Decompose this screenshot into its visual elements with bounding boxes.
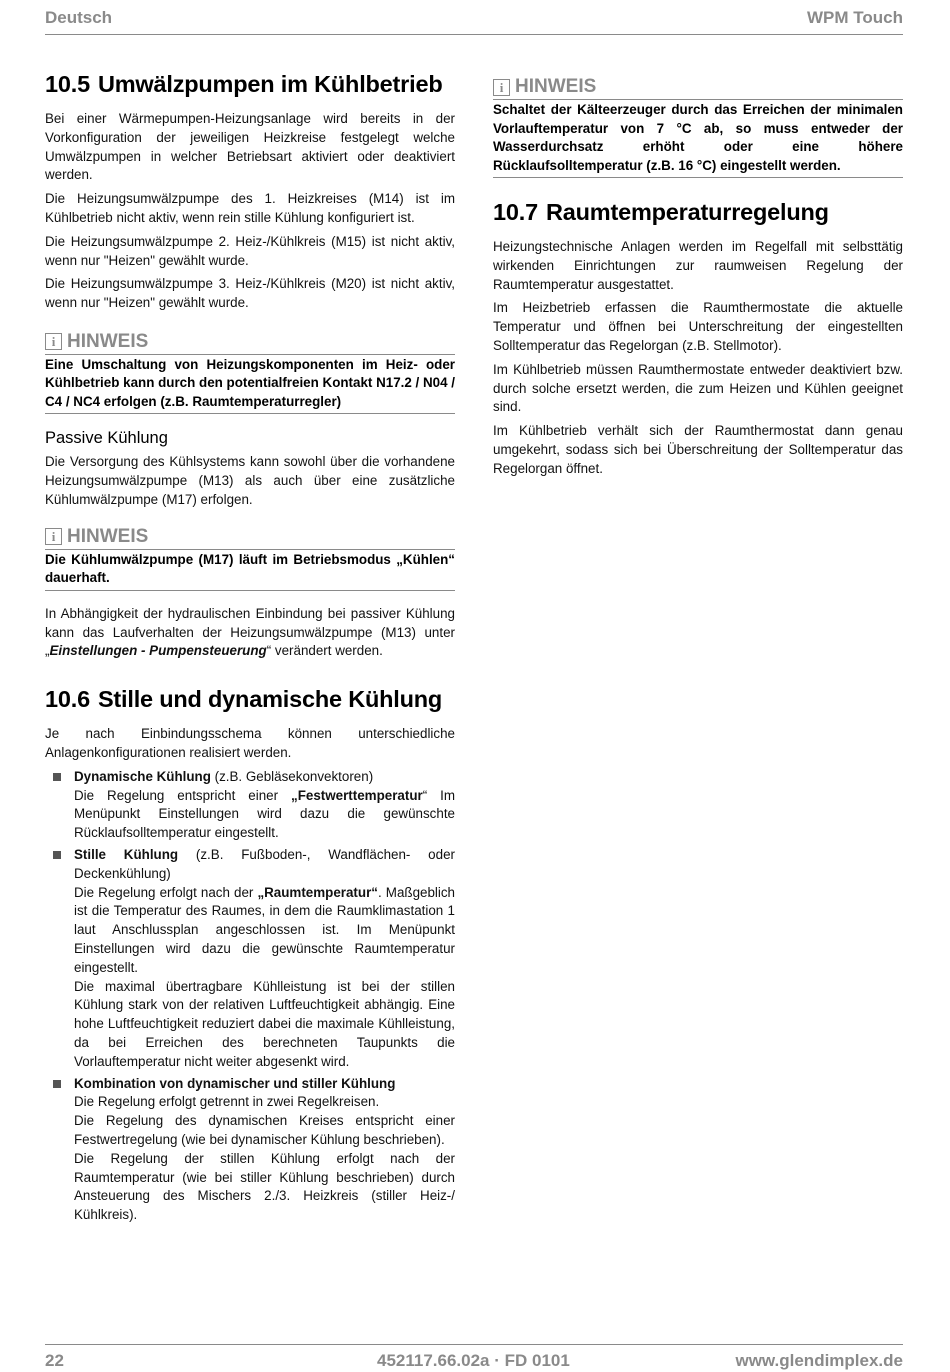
hint-title [45, 331, 455, 355]
square-bullet-icon [53, 851, 61, 859]
section-10-5-heading [45, 68, 455, 100]
text-run: „Festwerttemperatur [291, 787, 423, 803]
hint-box [45, 526, 455, 591]
paragraph: Im Kühlbetrieb verhält sich der Raumthermostat dann genau umgekehrt, sodass sich bei Überschreitung der Solltemperatur das Regelorgan öffnet. [493, 423, 903, 476]
list-item [45, 768, 455, 843]
section-title: Raumtemperaturregelung [545, 199, 829, 225]
text-run: „Raumtemperatur“ [257, 884, 378, 900]
list-item-text [74, 787, 455, 843]
page-footer [45, 1344, 903, 1372]
list-item-title: Dynamische Kühlung [74, 768, 211, 784]
list-item-text [74, 1112, 455, 1150]
text-run: Die Regelung entspricht einer [74, 787, 291, 803]
page-number: 22 [45, 1351, 64, 1370]
section-number: 10.6 [45, 686, 90, 713]
list-item-text [74, 884, 455, 978]
square-bullet-icon [53, 1080, 61, 1088]
paragraph: Bei einer Wärmepumpen-Heizungsanlage wird bereits in der Vorkonfiguration der jeweiligen Heizkreise festgelegt welche Umwälzpumpen in welcher Betriebsart aktiviert oder deaktiviert werden. [45, 111, 455, 183]
hint-label: HINWEIS [515, 76, 597, 97]
header-product: WPM Touch [807, 8, 903, 27]
paragraph: Die Versorgung des Kühlsystems kann sowohl über die vorhandene Heizungsumwälzpumpe (M13) als auch über eine zusätzliche Kühlumwälzpumpe (M17) erfolgen. [45, 454, 455, 508]
info-icon: i [45, 528, 62, 545]
text-run: “ verändert werden. [266, 643, 383, 659]
text-run: Die maximal übertragbare Kühlleistung ist bei der stillen Kühlung stark von der relativen Luftfeuchtigkeit abhängig. Eine hohe Luftfeuchtigkeit reduziert dabei die maximale Kühlleistung, da bei Erreichen des berechneten Taupunkts die Vorlauftemperatur nicht weiter abgesenkt wird. [74, 978, 455, 1069]
page-header [45, 6, 903, 35]
hint-label: HINWEIS [67, 525, 149, 547]
section-10-7-heading [493, 196, 903, 228]
text-run: (z.B. Gebläsekonvektoren) [210, 768, 374, 784]
text-run: Die Regelung der stillen Kühlung erfolgt nach der Raumtemperatur (wie bei stiller Kühlung beschrieben) durch Ansteuerung des Mischers 2./3. Heizkreis (stiller Heiz-/ Kühlkreis). [74, 1150, 455, 1223]
hint-title [493, 76, 903, 100]
list-item-text [74, 1093, 455, 1112]
paragraph: Im Kühlbetrieb müssen Raumthermostate entweder deaktiviert bzw. durch solche ersetzt werden, die zum Heizen und Kühlen geeignet sind. [493, 361, 903, 415]
paragraph [45, 605, 455, 661]
section-number: 10.7 [493, 199, 538, 225]
list-item-title: Kombination von dynamischer und stiller Kühlung [74, 1075, 396, 1091]
info-icon: i [493, 79, 510, 96]
paragraph: Die Heizungsumwälzpumpe des 1. Heizkreises (M14) ist im Kühlbetrieb nicht aktiv, wenn rein stille Kühlung konfiguriert ist. [45, 191, 455, 225]
square-bullet-icon [53, 773, 61, 781]
text-run: (z.B. Fußboden-, Wandflächen- oder Deckenkühlung) [74, 847, 455, 881]
menu-path: Einstellungen - Pumpensteuerung [49, 643, 267, 659]
hint-box [45, 331, 455, 415]
header-language: Deutsch [45, 8, 113, 27]
section-title: Stille und dynamische Kühlung [97, 686, 443, 713]
paragraph: Je nach Einbindungsschema können unterschiedliche Anlagenkonfigurationen realisiert werden. [45, 726, 455, 761]
list-item-title: Stille Kühlung [74, 847, 179, 863]
list-item-head [74, 768, 455, 787]
list-item-text [74, 1150, 455, 1225]
hint-text: Eine Umschaltung von Heizungskomponenten im Heiz- oder Kühlbetrieb kann durch den potentialfreien Kontakt N17.2 / N04 / C4 / NC4 erfolgen (z.B. Raumtemperaturregler) [45, 356, 455, 415]
info-icon: i [45, 333, 62, 350]
hint-text: Schaltet der Kälteerzeuger durch das Erreichen der minimalen Vorlauftemperatur von 7 °C ab, so muss entweder der Wasserdurchsatz erhöht oder eine höhere Rücklaufsolltemperatur (z.B. 16 °C) eingestellt werden. [493, 101, 903, 178]
text-run: Die Regelung erfolgt getrennt in zwei Regelkreisen. [74, 1094, 380, 1110]
list-item-text [74, 978, 455, 1072]
text-run: Die Regelung des dynamischen Kreises entspricht einer Festwertregelung (wie bei dynamischer Kühlung beschrieben). [74, 1113, 455, 1147]
hint-title [45, 526, 455, 550]
cooling-type-list [45, 768, 455, 1225]
text-run: “ Im Menüpunkt Einstellungen wird dazu die gewünschte Rücklaufsolltemperatur eingestellt. [74, 787, 455, 841]
right-column [493, 70, 903, 484]
paragraph: Heizungstechnische Anlagen werden im Regelfall mit selbsttätig wirkenden Einrichtungen zur raumweisen Regelung der Raumtemperatur ausgestattet. [493, 239, 903, 292]
section-title: Umwälzpumpen im Kühlbetrieb [97, 71, 443, 97]
paragraph: Die Heizungsumwälzpumpe 3. Heiz-/Kühlkreis (M20) ist nicht aktiv, wenn nur "Heizen" gewählt wurde. [45, 276, 455, 311]
section-number: 10.5 [45, 71, 90, 97]
text-run: Die Regelung erfolgt nach der [74, 884, 258, 900]
list-item [45, 846, 455, 1072]
subsection-heading: Passive Kühlung [45, 429, 168, 448]
paragraph: Die Heizungsumwälzpumpe 2. Heiz-/Kühlkreis (M15) ist nicht aktiv, wenn nur "Heizen" gewählt wurde. [45, 233, 455, 268]
hint-text: Die Kühlumwälzpumpe (M17) läuft im Betriebsmodus „Kühlen“ dauerhaft. [45, 551, 455, 591]
text-run: . Maßgeblich ist die Temperatur des Raumes, in dem die Raumklimastation 1 laut Anschlussplan angeschlossen ist. Im Menüpunkt Einstellungen wird dazu die gewünschte Raumtemperatur eingestellt. [74, 884, 455, 975]
text-run: In Abhängigkeit der hydraulischen Einbindung bei passiver Kühlung kann das Laufverhalten der Heizungsumwälzpumpe (M13) unter „ [45, 605, 455, 659]
hint-label: HINWEIS [67, 330, 149, 352]
list-item [45, 1075, 455, 1225]
section-10-6-heading [45, 683, 455, 715]
list-item-head [74, 846, 455, 884]
hint-box [493, 76, 903, 178]
document-number: 452117.66.02a · FD 0101 [377, 1351, 570, 1370]
list-item-head [74, 1075, 455, 1094]
paragraph: Im Heizbetrieb erfassen die Raumthermostate die aktuelle Temperatur und öffnen bei Unterschreitung der eingestellten Solltemperatur das Regelorgan (z.B. Stellmotor). [493, 300, 903, 353]
website-link[interactable]: www.glendimplex.de [735, 1351, 903, 1370]
left-column [45, 68, 455, 1228]
